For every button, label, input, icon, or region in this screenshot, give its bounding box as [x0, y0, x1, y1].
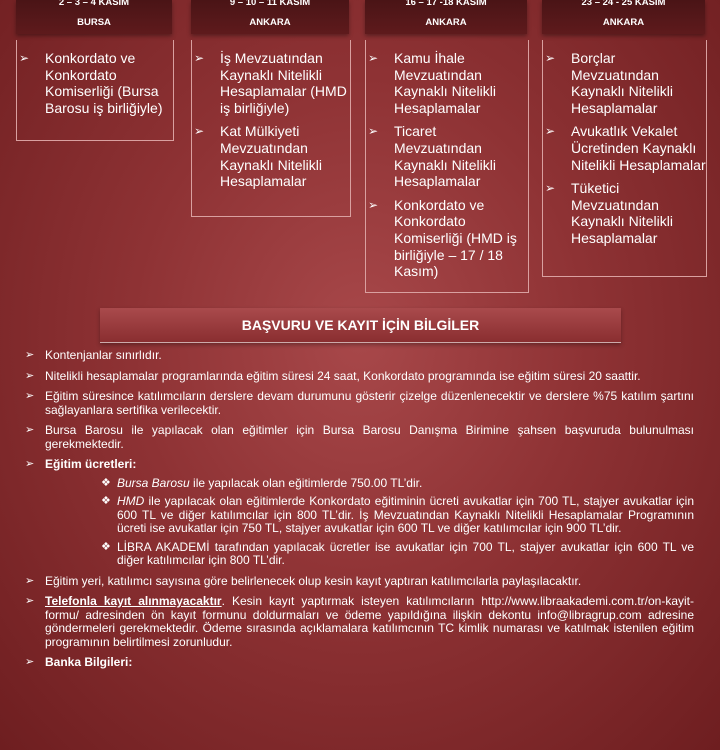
bank-label: Banka Bilgileri: [45, 655, 133, 669]
info-list [25, 349, 694, 677]
info-item: ➢ Nitelikli hesaplamalar programlarında eğitim süresi 24 saat, Konkordato programında ise eğitim süresi 20 saattir. [25, 368, 641, 383]
arrow-bullet-icon: ➢ [194, 124, 205, 139]
column-dates: 23 – 24 - 25 KASIM [581, 0, 666, 8]
column-body-2 [191, 40, 351, 217]
arrow-bullet-icon: ➢ [368, 51, 379, 65]
course-item: ➢ Avukatlık Vekalet Ücretinden Kaynaklı Nitelikli Hesaplamalar [545, 123, 706, 173]
arrow-bullet-icon: ➢ [545, 181, 556, 196]
column-dates: 2 – 3 – 4 KASIM [58, 0, 130, 8]
arrow-bullet-icon: ➢ [19, 51, 30, 65]
column-city: ANKARA [425, 17, 467, 28]
arrow-bullet-icon: ➢ [545, 124, 556, 139]
fees-item [25, 458, 694, 568]
column-body-3 [365, 40, 529, 293]
arrow-bullet-icon: ➢ [368, 197, 379, 212]
course-item: ➢ Konkordato ve Konkordato Komiserliği (HMD iş birliğiyle – 17 / 18 Kasım) [368, 196, 517, 280]
arrow-bullet-icon: ➢ [25, 458, 35, 470]
column-body-4 [542, 40, 707, 277]
arrow-bullet-icon: ➢ [25, 390, 35, 402]
bank-item [25, 656, 694, 670]
info-item: ➢ Bursa Barosu ile yapılacak olan eğitimler için Bursa Barosu Danışma Birimine şahsen başvuruda bulunulması gerekmektedir. [25, 423, 694, 451]
column-city: ANKARA [602, 17, 645, 28]
diamond-bullet-icon: ❖ [101, 476, 111, 489]
info-item: ➢ Eğitim yeri, katılımcı sayısına göre belirlenecek olup kesin kayıt yaptıran katılımcılarla paylaşılacaktır. [25, 573, 582, 588]
arrow-bullet-icon: ➢ [545, 51, 556, 65]
column-dates: 9 – 10 – 11 KASIM [229, 0, 311, 8]
course-item: ➢ İş Mevzuatından Kaynaklı Nitelikli Hesaplamalar (HMD iş birliğiyle) [194, 50, 347, 116]
fees-list [45, 477, 694, 568]
diamond-bullet-icon: ❖ [101, 540, 111, 553]
info-title-banner: BAŞVURU VE KAYIT İÇİN BİLGİLER [100, 308, 621, 343]
column-city: BURSA [77, 17, 111, 28]
column-header-3 [365, 0, 527, 34]
course-item: ➢ Ticaret Mevzuatından Kaynaklı Nitelikli Hesaplamalar [368, 123, 496, 190]
column-header-1 [16, 0, 172, 34]
column-header-4 [542, 0, 705, 34]
column-header-2 [191, 0, 349, 34]
phone-item: ➢ Telefonla kayıt alınmayacaktır. Kesin kayıt yaptırmak isteyen katılımcıların http://www.libraakademi.com.tr/on-kayit-formu/ adresinden ön kayıt formunu doldurmaları ve ödeme yapıldığına ilişkin dekontu info@libragrup.com adresine göndermeleri gerekmektedir. Ödeme sırasında açıklamalara katılımcının TC kimlik numarası ve katılmak istenilen eğitim programının belirtilmesi zorunludur. [25, 594, 694, 649]
fee-item: ❖ HMD ile yapılacak olan eğitimlerde Konkordato eğitiminin ücreti avukatlar için 700 TL, stajyer avukatlar için 600 TL ve diğer katılımcılar için 800 TL’dir. İş Mevzuatından Kaynaklı Nitelikli Hesaplamalar Programının ücreti ise avukatlar için 750 TL, stajyer avukatlar için 600 TL ve diğer katılımcılar için 900 TL’dir. [101, 494, 694, 535]
arrow-bullet-icon: ➢ [194, 51, 205, 65]
column-body-1 [16, 40, 174, 141]
course-item: ➢ Borçlar Mevzuatından Kaynaklı Nitelikli Hesaplamalar [545, 50, 673, 116]
course-item: ➢ Tüketici Mevzuatından Kaynaklı Nitelikli Hesaplamalar [545, 180, 673, 246]
arrow-bullet-icon: ➢ [25, 656, 35, 668]
fees-label: Eğitim ücretleri: [45, 457, 137, 471]
info-item: ➢ Kontenjanlar sınırlıdır. [25, 348, 162, 362]
phone-label: Telefonla kayıt alınmayacaktır [45, 594, 222, 608]
arrow-bullet-icon: ➢ [368, 124, 379, 139]
course-item: ➢ Konkordato ve Konkordato Komiserliği (Bursa Barosu iş birliğiyle) [19, 50, 163, 116]
column-city: ANKARA [249, 17, 291, 28]
arrow-bullet-icon: ➢ [25, 349, 35, 361]
course-item: ➢ Kat Mülkiyeti Mevzuatından Kaynaklı Nitelikli Hesaplamalar [194, 123, 322, 190]
diamond-bullet-icon: ❖ [101, 495, 111, 507]
course-item: ➢ Kamu İhale Mevzuatından Kaynaklı Nitelikli Hesaplamalar [368, 50, 496, 116]
info-item: ➢ Eğitim süresince katılımcıların derslere devam durumunu gösterir çizelge düzenlenecektir ve derslere %75 katılım şartını sağlayanlara sertifika verilecektir. [25, 389, 694, 417]
fee-item: ❖ LİBRA AKADEMİ tarafından yapılacak ücretler ise avukatlar için 700 TL, stajyer avukatlar için 600 TL ve diğer katılımcılar için 800 TL’dir. [101, 539, 694, 567]
arrow-bullet-icon: ➢ [25, 595, 35, 607]
column-dates: 16 – 17 -18 KASIM [405, 0, 487, 8]
fee-item: ❖ Bursa Barosu ile yapılacak olan eğitimlerde 750.00 TL’dir. [101, 475, 423, 490]
arrow-bullet-icon: ➢ [25, 424, 35, 436]
arrow-bullet-icon: ➢ [25, 369, 35, 382]
arrow-bullet-icon: ➢ [25, 574, 35, 587]
